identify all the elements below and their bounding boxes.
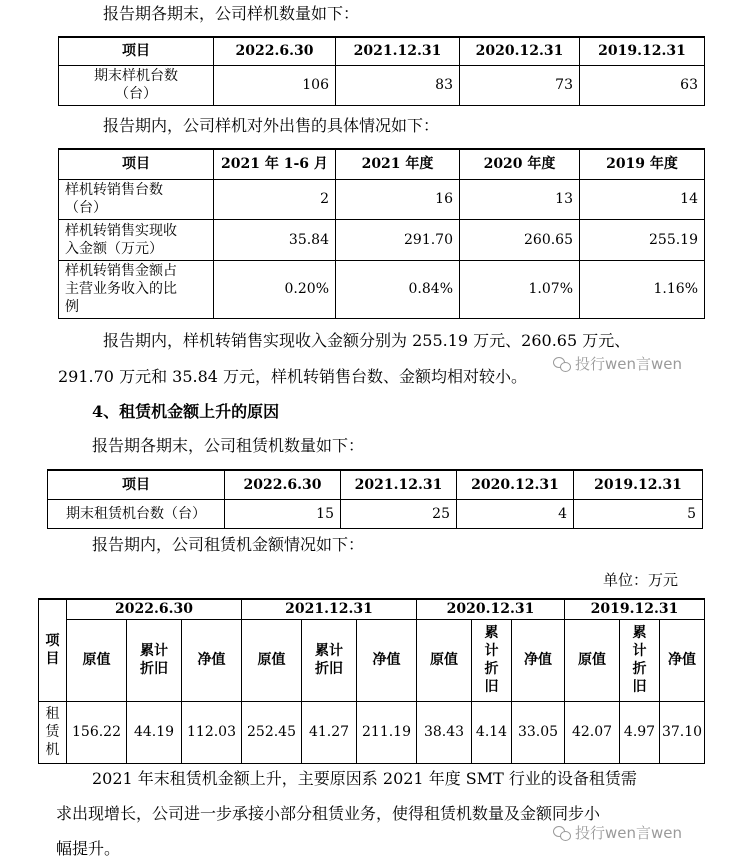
col-header: 2019.12.31 xyxy=(580,37,705,65)
sub-header-original: 原值 xyxy=(417,619,472,701)
row-label xyxy=(59,260,214,318)
row-label xyxy=(59,219,214,260)
table-cell: 112.03 xyxy=(182,701,242,763)
sub-header-original: 原值 xyxy=(565,619,620,701)
row-label-char: 租 xyxy=(45,706,60,722)
sub-header-original: 原值 xyxy=(67,619,127,701)
para-rental-reason-1: 2021 年末租赁机金额上升，主要原因系 2021 年度 SMT 行业的设备租赁需 xyxy=(92,769,637,788)
row-label-line: 例 xyxy=(65,299,79,315)
table-cell: 1.16% xyxy=(580,260,705,318)
sub-header-dep xyxy=(127,619,182,701)
table-cell: 5 xyxy=(574,499,703,528)
row-label-line: 入金额（万元） xyxy=(65,240,163,257)
table-cell: 16 xyxy=(336,179,460,219)
table-cell: 4.97 xyxy=(620,701,660,763)
col-header: 2020 年度 xyxy=(460,149,580,179)
row-label-line: 样机转销售金额占 xyxy=(65,263,177,279)
sub-header-char: 折旧 xyxy=(315,661,343,677)
col-header: 2022.6.30 xyxy=(214,37,336,65)
table-cell: 15 xyxy=(225,499,341,528)
sub-header-char: 累计 xyxy=(315,643,343,659)
table-cell: 73 xyxy=(460,65,580,105)
rental-amount-table xyxy=(38,598,705,764)
col-header: 2020.12.31 xyxy=(457,470,574,499)
table-cell: 156.22 xyxy=(67,701,127,763)
table-row xyxy=(59,219,705,260)
sub-header-original: 原值 xyxy=(242,619,302,701)
sub-header-char: 累 xyxy=(632,625,647,641)
table-cell: 260.65 xyxy=(460,219,580,260)
table-cell: 252.45 xyxy=(242,701,302,763)
para-rental-count-intro: 报告期各期末，公司租赁机数量如下： xyxy=(92,436,365,455)
watermark-text: 投行wen言wen xyxy=(575,355,683,373)
table-cell: 1.07% xyxy=(460,260,580,318)
row-label xyxy=(39,701,67,763)
item-header xyxy=(39,599,67,701)
row-label-line: 样机转销售实现收 xyxy=(65,222,177,239)
sub-header-char: 计 xyxy=(632,643,647,659)
col-header: 2021.12.31 xyxy=(336,37,460,65)
table-cell: 63 xyxy=(580,65,705,105)
period-header: 2021.12.31 xyxy=(242,599,417,619)
table-cell: 106 xyxy=(214,65,336,105)
rental-count-table xyxy=(47,469,703,529)
col-header: 2019.12.31 xyxy=(574,470,703,499)
sub-header-dep xyxy=(302,619,357,701)
wechat-icon xyxy=(553,357,571,371)
period-header: 2019.12.31 xyxy=(565,599,705,619)
para-rental-reason-3: 幅提升。 xyxy=(56,839,121,858)
sample-count-table xyxy=(58,36,705,106)
table-cell: 44.19 xyxy=(127,701,182,763)
table-cell: 4.14 xyxy=(472,701,512,763)
col-header: 2021.12.31 xyxy=(341,470,457,499)
row-label-line: 样机转销售台数 xyxy=(65,182,163,198)
table-row xyxy=(59,260,705,318)
table-cell: 42.07 xyxy=(565,701,620,763)
table-cell: 291.70 xyxy=(336,219,460,260)
table-cell: 83 xyxy=(336,65,460,105)
row-label-line: 期末样机台数 xyxy=(94,68,178,84)
sub-header-char: 折 xyxy=(484,661,499,677)
sub-header-net: 净值 xyxy=(182,619,242,701)
table-cell: 33.05 xyxy=(512,701,565,763)
table-cell: 14 xyxy=(580,179,705,219)
item-header-char: 项 xyxy=(45,633,60,650)
table-cell: 13 xyxy=(460,179,580,219)
row-label-line: （台） xyxy=(115,86,157,102)
period-header: 2022.6.30 xyxy=(67,599,242,619)
para-rental-reason-2: 求出现增长，公司进一步承接小部分租赁业务，使得租赁机数量及金额同步小 xyxy=(56,804,601,823)
sub-header-char: 计 xyxy=(484,643,499,659)
sub-header-char: 折旧 xyxy=(140,661,168,677)
table-cell: 0.20% xyxy=(214,260,336,318)
row-label-line: 主营业务收入的比 xyxy=(65,281,177,297)
table-row xyxy=(48,499,703,528)
para-sample-sales-summary-2: 291.70 万元和 35.84 万元，样机转销售台数、金额均相对较小。 xyxy=(58,367,528,386)
table-cell: 35.84 xyxy=(214,219,336,260)
table-cell: 25 xyxy=(341,499,457,528)
table-cell: 4 xyxy=(457,499,574,528)
table-cell: 0.84% xyxy=(336,260,460,318)
row-label xyxy=(59,179,214,219)
watermark xyxy=(553,822,682,843)
col-header: 项目 xyxy=(59,37,214,65)
sub-header-dep xyxy=(620,619,660,701)
para-sample-sales-intro: 报告期内，公司样机对外出售的具体情况如下： xyxy=(103,116,440,135)
watermark-text: 投行wen言wen xyxy=(575,824,683,842)
col-header: 2019 年度 xyxy=(580,149,705,179)
sub-header-char: 旧 xyxy=(484,679,499,695)
sub-header-char: 累计 xyxy=(140,643,168,659)
unit-label: 单位：万元 xyxy=(603,571,679,589)
wechat-icon xyxy=(553,826,571,840)
sample-sales-table xyxy=(58,148,705,319)
table-cell: 41.27 xyxy=(302,701,357,763)
sub-header-net: 净值 xyxy=(357,619,417,701)
sub-header-net: 净值 xyxy=(512,619,565,701)
table-cell: 211.19 xyxy=(357,701,417,763)
table-row xyxy=(39,701,705,763)
para-rental-amount-intro: 报告期内，公司租赁机金额情况如下： xyxy=(92,535,365,554)
table-cell: 2 xyxy=(214,179,336,219)
para-sample-sales-summary-1: 报告期内，样机转销售实现收入金额分别为 255.19 万元、260.65 万元、 xyxy=(103,331,631,350)
col-header: 2021 年 1-6 月 xyxy=(214,149,336,179)
row-label xyxy=(59,65,214,105)
table-row xyxy=(59,179,705,219)
col-header: 项目 xyxy=(48,470,225,499)
col-header: 2020.12.31 xyxy=(460,37,580,65)
sub-header-char: 旧 xyxy=(632,679,647,695)
watermark xyxy=(553,353,682,374)
period-header: 2020.12.31 xyxy=(417,599,565,619)
col-header: 项目 xyxy=(59,149,214,179)
table-cell: 38.43 xyxy=(417,701,472,763)
sub-header-char: 折 xyxy=(632,661,647,677)
row-label-line: （台） xyxy=(65,200,107,216)
col-header: 2021 年度 xyxy=(336,149,460,179)
row-label-char: 机 xyxy=(45,742,60,758)
sub-header-dep xyxy=(472,619,512,701)
section-heading: 4、租赁机金额上升的原因 xyxy=(92,402,280,421)
sub-header-net: 净值 xyxy=(660,619,705,701)
item-header-char: 目 xyxy=(45,651,60,668)
table-cell: 255.19 xyxy=(580,219,705,260)
table-cell: 37.10 xyxy=(660,701,705,763)
para-sample-count-intro: 报告期各期末，公司样机数量如下： xyxy=(103,4,360,23)
sub-header-char: 累 xyxy=(484,625,499,641)
row-label: 期末租赁机台数（台） xyxy=(48,499,225,528)
col-header: 2022.6.30 xyxy=(225,470,341,499)
row-label-char: 赁 xyxy=(45,724,60,740)
